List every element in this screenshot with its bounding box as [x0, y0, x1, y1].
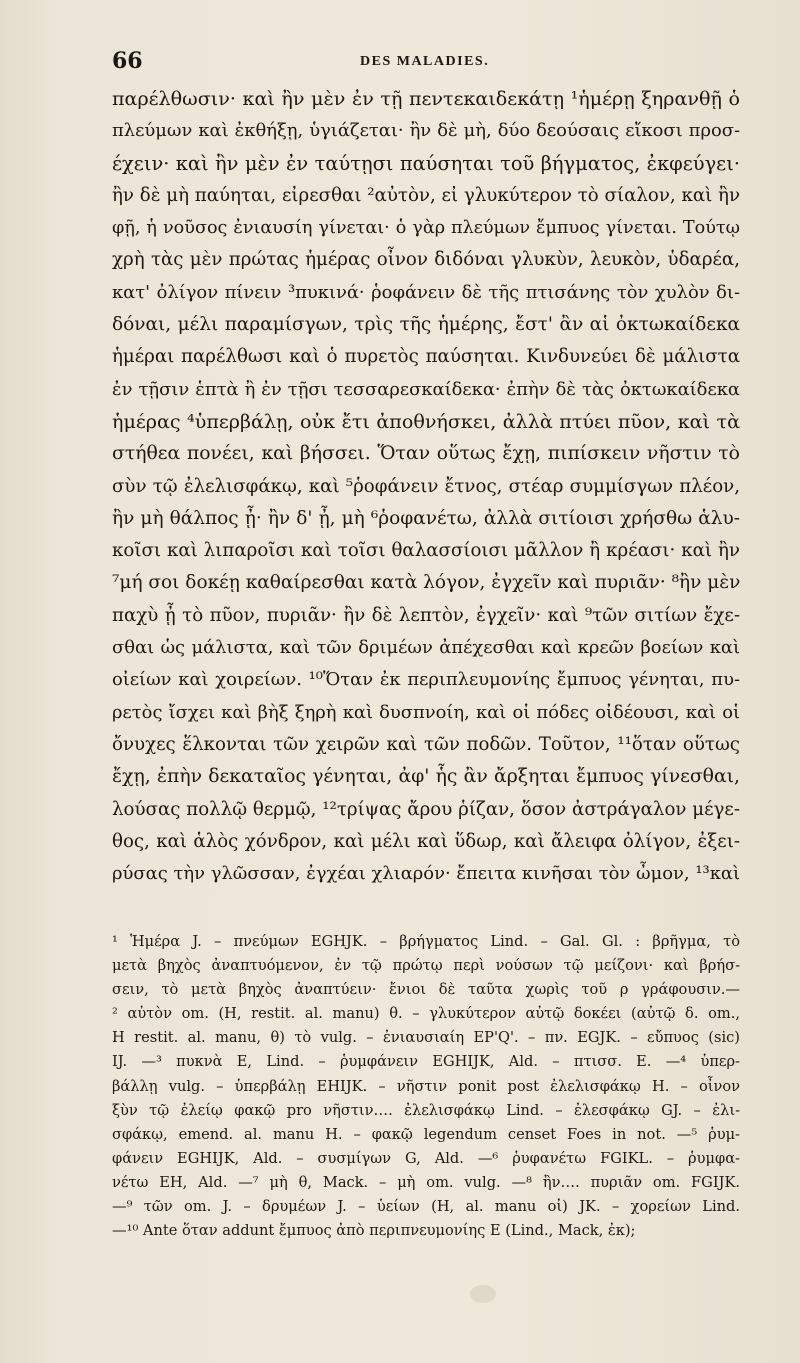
text-line: φῇ, ἡ νοῦσος ἐνιαυσίη γίνεται· ὁ γὰρ πλεύμων ἔμπυος γίνεται. Τούτῳ	[112, 218, 740, 239]
text-line: ρύσας τὴν γλῶσσαν, ἐγχέαι χλιαρόν· ἔπειτα κινῆσαι τὸν ὦμον, ¹³καὶ	[112, 863, 740, 885]
text-line: ὄνυχες ἕλκονται τῶν χειρῶν καὶ τῶν ποδῶν. Τοῦτον, ¹¹ὅταν οὕτως	[112, 733, 740, 755]
text-line: σὺν τῷ ἐλελισφάκῳ, καὶ ⁵ῥοφάνειν ἔτνος, στέαρ συμμίσγων πλέον,	[112, 475, 740, 497]
footnote-line: H restit. al. manu, θ) τὸ vulg. – ἐνιαυσιαίη EP'Q'. – πν. EGJK. – εὔπυος (sic)	[112, 1029, 740, 1047]
text-line: παρέλθωσιν· καὶ ἢν μὲν ἐν τῇ πεντεκαιδεκάτῃ ¹ἡμέρῃ ξηρανθῇ ὁ	[112, 87, 740, 110]
text-line: ρετὸς ἴσχει καὶ βὴξ ξηρὴ καὶ δυσπνοίη, καὶ οἱ πόδες οἰδέουσι, καὶ οἱ	[112, 701, 740, 723]
text-line: ⁷μή σοι δοκέῃ καθαίρεσθαι κατὰ λόγον, ἐγχεῖν καὶ πυριᾶν· ⁸ἢν μὲν	[112, 572, 740, 594]
text-line: λούσας πολλῷ θερμῷ, ¹²τρίψας ἄρου ῥίζαν, ὅσον ἀστράγαλον μέγε-	[112, 798, 740, 820]
footnote-line: φάνειν EGHIJK, Ald. – συσμίγων G, Ald. —⁶ ῥυφανέτω FGIKL. – ῥυμφα-	[112, 1149, 740, 1167]
footnote-line: ξὺν τῷ ἐλείῳ φακῷ pro νῆστιν…. ἐλελισφάκῳ Lind. – ἐλεσφάκῳ GJ. – ἐλι-	[112, 1101, 740, 1119]
footnote-line: βάλλῃ vulg. – ὑπερβάλῃ EHIJK. – νῆστιν ponit post ἐλελισφάκῳ H. – οἶνον	[112, 1077, 740, 1095]
text-line: παχὺ ᾖ τὸ πῦον, πυριᾶν· ἢν δὲ λεπτὸν, ἐγχεῖν· καὶ ⁹τῶν σιτίων ἔχε-	[112, 604, 740, 626]
footnote-line: σφάκῳ, emend. al. manu H. – φακῷ legendum censet Foes in not. —⁵ ῥυμ-	[112, 1125, 740, 1143]
text-line: οἰείων καὶ χοιρείων. ¹⁰Ὅταν ἐκ περιπλευμονίης ἔμπυος γένηται, πυ-	[112, 669, 740, 691]
footnote-line: ² αὐτὸν om. (H, restit. al. manu) θ. – γλυκύτερον αὐτῷ δοκέει (αὐτῷ δ. om.,	[112, 1005, 740, 1023]
footnote-line: νέτω EH, Ald. —⁷ μὴ θ, Mack. – μὴ om. vulg. —⁸ ἢν…. πυριᾶν om. FGIJK.	[112, 1173, 740, 1191]
text-line: πλεύμων καὶ ἐκθήξῃ, ὑγιάζεται· ἢν δὲ μὴ, δύο δεούσαις εἴκοσι προσ-	[112, 120, 740, 142]
text-line: δόναι, μέλι παραμίσγων, τρὶς τῆς ἡμέρης, ἔστ' ἂν αἱ ὀκτωκαίδεκα	[112, 314, 740, 336]
page-stain	[470, 1285, 496, 1303]
footnote-line: μετὰ βηχὸς ἀναπτυόμενον, ἐν τῷ πρώτῳ περὶ νούσων τῷ μείζονι· καὶ βρήσ-	[112, 957, 740, 975]
text-line: κατ' ὀλίγον πίνειν ³πυκινά· ῥοφάνειν δὲ τῆς πτισάνης τὸν χυλὸν δι-	[112, 281, 740, 303]
footnote-line: —¹⁰ Ante ὅταν addunt ἔμπυος ἀπὸ περιπνευμονίης E (Lind., Mack, ἐκ);	[112, 1222, 636, 1240]
page-number: 66	[112, 48, 143, 74]
text-line: ἡμέρας ⁴ὑπερβάλῃ, οὐκ ἔτι ἀποθνήσκει, ἀλλὰ πτύει πῦον, καὶ τὰ	[112, 409, 740, 433]
page-header	[112, 48, 738, 74]
footnote-line: ¹ Ἡμέρα J. – πνεύμων EGHJK. – βρήγματος Lind. – Gal. Gl. : βρῆγμα, τὸ	[112, 933, 740, 950]
footnote-line: IJ. —³ πυκνὰ E, Lind. – ῥυμφάνειν EGHIJK, Ald. – πτισσ. E. —⁴ ὑπερ-	[112, 1053, 740, 1071]
text-line: ἢν δὲ μὴ παύηται, εἰρεσθαι ²αὐτὸν, εἰ γλυκύτερον τὸ σίαλον, καὶ ἢν	[112, 184, 740, 206]
text-line: χρὴ τὰς μὲν πρώτας ἡμέρας οἶνον διδόναι γλυκὺν, λευκὸν, ὑδαρέα,	[112, 249, 740, 271]
text-line: ἢν μὴ θάλπος ᾖ· ἢν δ' ᾖ, μὴ ⁶ῥοφανέτω, ἀλλὰ σιτίοισι χρήσθω ἁλυ-	[112, 507, 740, 529]
footnotes-block	[112, 930, 740, 1243]
text-line: στήθεα πονέει, καὶ βήσσει. Ὅταν οὕτως ἔχῃ, πιπίσκειν νῆστιν τὸ	[112, 443, 740, 465]
footnote-line: —⁹ τῶν om. J. – δρυμέων J. – ὑείων (H, al. manu οἰ) JK. – χορείων Lind.	[112, 1198, 740, 1216]
text-line: κοῖσι καὶ λιπαροῖσι καὶ τοῖσι θαλασσίοισι μᾶλλον ἢ κρέασι· καὶ ἢν	[112, 540, 740, 562]
text-line: θος, καὶ ἁλὸς χόνδρον, καὶ μέλι καὶ ὕδωρ, καὶ ἄλειφα ὀλίγον, ἐξει-	[112, 830, 740, 852]
text-line: ἐν τῇσιν ἑπτὰ ἢ ἐν τῇσι τεσσαρεσκαίδεκα· ἐπὴν δὲ τὰς ὀκτωκαίδεκα	[112, 378, 740, 400]
running-title: DES MALADIES.	[360, 54, 490, 69]
text-line: ἡμέραι παρέλθωσι καὶ ὁ πυρετὸς παύσηται. Κινδυνεύει δὲ μάλιστα	[112, 346, 740, 368]
main-text-block	[112, 83, 740, 890]
text-line: ἔχῃ, ἐπὴν δεκαταῖος γένηται, ἀφ' ἧς ἂν ἄρξηται ἔμπυος γίνεσθαι,	[112, 766, 740, 788]
footnote-line: σειν, τὸ μετὰ βηχὸς ἀναπτύειν· ἔνιοι δὲ ταῦτα χωρὶς τοῦ ρ γράφουσιν.—	[112, 981, 740, 999]
text-line: έχειν· καὶ ἢν μὲν ἐν ταύτῃσι παύσηται τοῦ βήγματος, ἐκφεύγει·	[112, 151, 740, 175]
text-line: σθαι ὡς μάλιστα, καὶ τῶν δριμέων ἀπέχεσθαι καὶ κρεῶν βοείων καὶ	[112, 637, 740, 659]
